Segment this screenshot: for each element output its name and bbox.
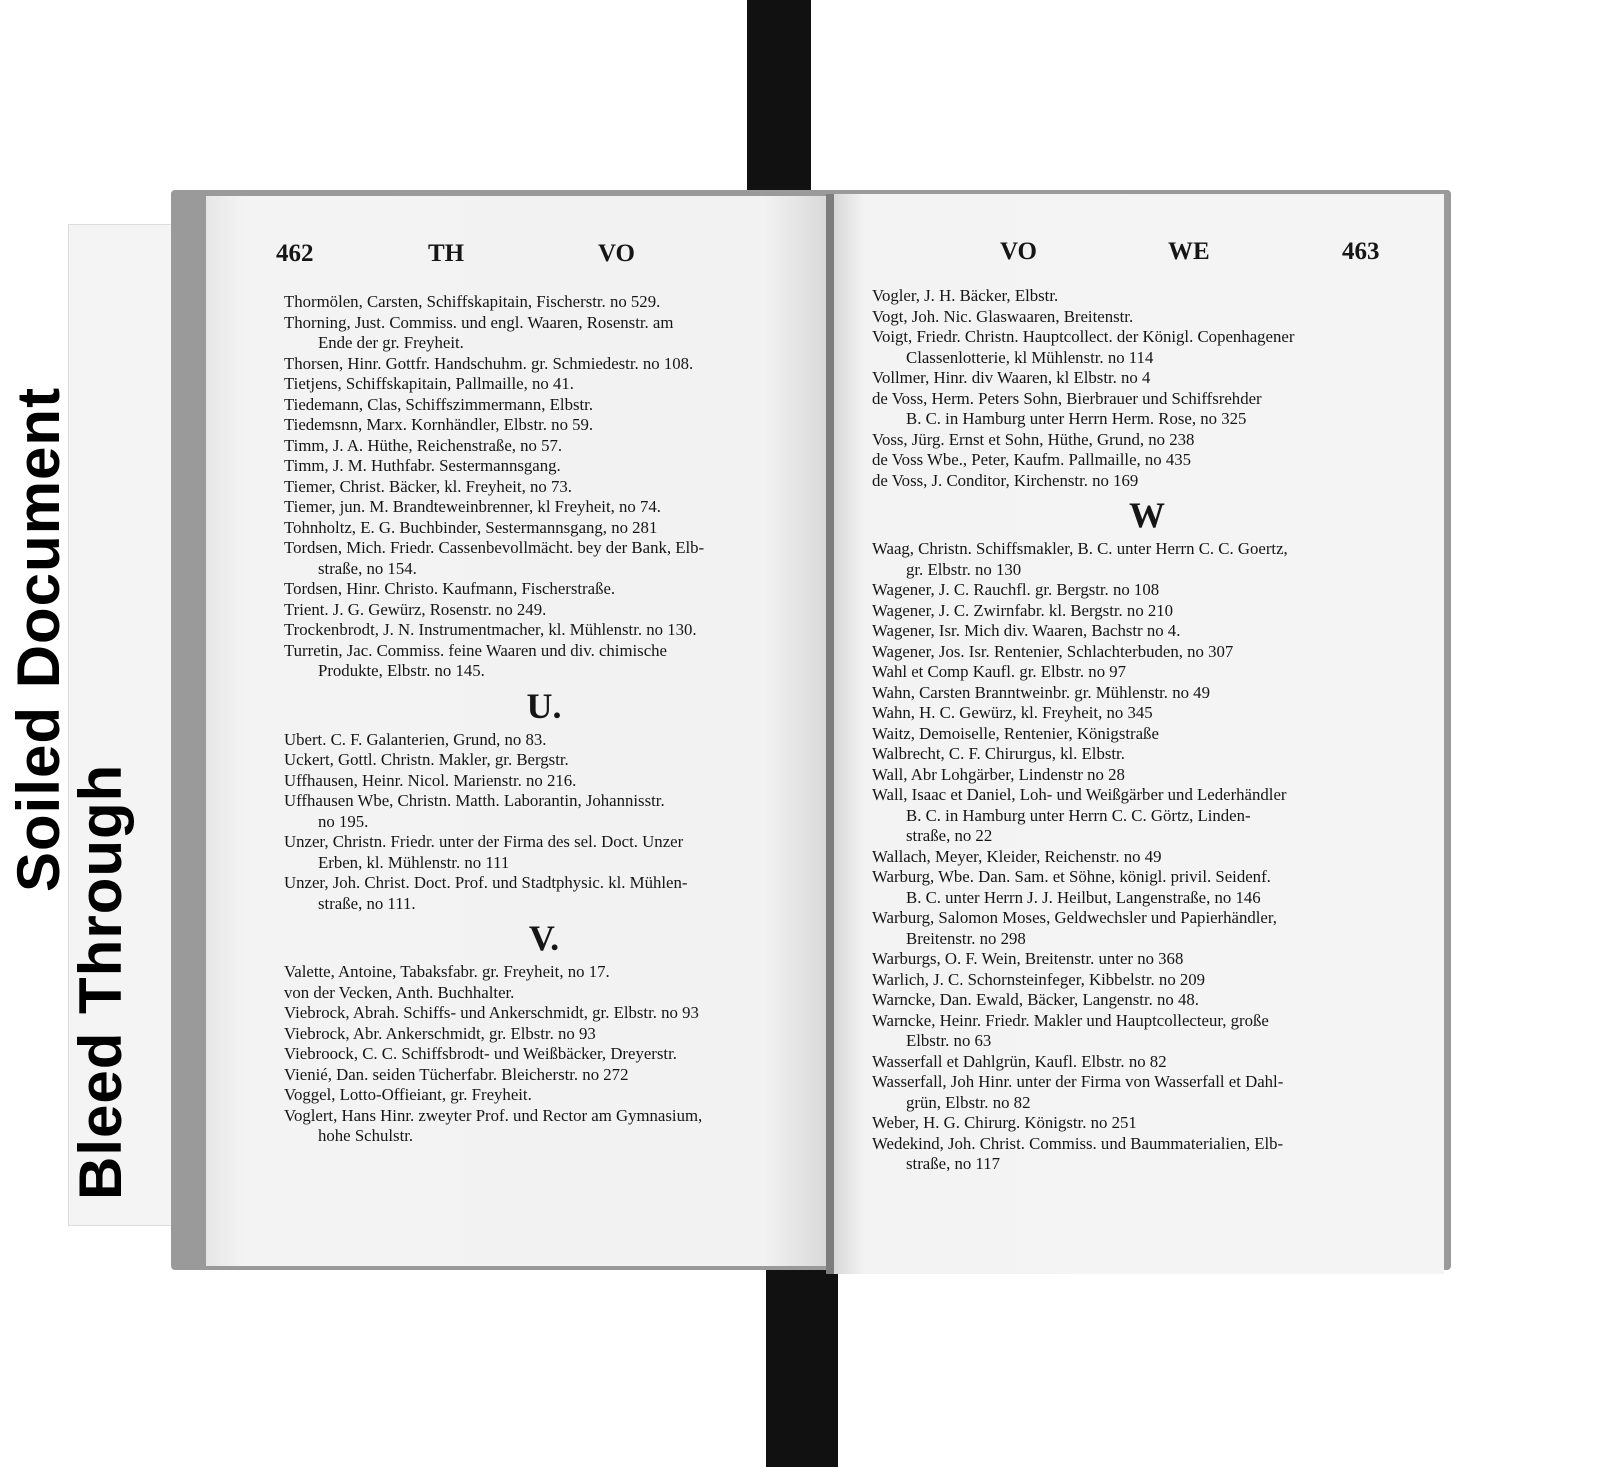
directory-entry [872,539,1422,580]
directory-entry [284,436,804,457]
entry-line: Tordsen, Mich. Friedr. Cassenbevollmächt. bey der Bank, Elb- [284,538,705,557]
left-header-left: TH [428,240,465,267]
entry-continuation-line: B. C. unter Herrn J. J. Heilbut, Langenstraße, no 146 [906,887,1261,907]
directory-entry [872,847,1422,868]
entry-continuation-line: gr. Elbstr. no 130 [906,559,1022,579]
directory-entry [872,601,1422,622]
directory-entry [284,1024,804,1045]
directory-entry [872,1113,1422,1134]
directory-entry [872,703,1422,724]
entry-line: Waag, Christn. Schiffsmakler, B. C. unter Herrn C. C. Goertz, [872,539,1288,558]
entry-line: Wagener, Jos. Isr. Rentenier, Schlachterbuden, no 307 [872,641,1234,661]
section-letter: U. [526,685,562,726]
directory-entry [872,471,1422,492]
directory-entry [284,983,804,1004]
overlay-label-line1: Soiled Document [5,386,72,892]
directory-entry [872,785,1422,847]
directory-entry [284,791,804,832]
entry-line: Waitz, Demoiselle, Rentenier, Königstraße [872,723,1159,743]
entry-line: Wagener, J. C. Zwirnfabr. kl. Bergstr. no 210 [872,600,1174,620]
entry-line: Valette, Antoine, Tabaksfabr. gr. Freyheit, no 17. [284,962,610,981]
entry-continuation-line: Produkte, Elbstr. no 145. [318,661,485,680]
right-page-entries [872,286,1422,1175]
entry-line: Wall, Abr Lohgärber, Lindenstr no 28 [872,764,1125,784]
directory-entry [872,368,1422,389]
directory-entry [284,1044,804,1065]
entry-line: Voigt, Friedr. Christn. Hauptcollect. der Königl. Copenhagener [872,327,1295,346]
directory-entry [284,497,804,518]
entry-line: Voss, Jürg. Ernst et Sohn, Hüthe, Grund, no 238 [872,429,1195,449]
entry-line: Wagener, J. C. Rauchfl. gr. Bergstr. no 108 [872,580,1160,599]
entry-line: Tordsen, Hinr. Christo. Kaufmann, Fischerstraße. [284,579,616,598]
entry-line: Ubert. C. F. Galanterien, Grund, no 83. [284,729,547,749]
directory-entry [284,771,804,792]
entry-line: Tiedemsnn, Marx. Kornhändler, Elbstr. no 59. [284,415,594,434]
directory-entry [284,1003,804,1024]
entry-line: Walbrecht, C. F. Chirurgus, kl. Elbstr. [872,744,1125,763]
directory-entry [872,1052,1422,1073]
entry-continuation-line: hohe Schulstr. [318,1126,414,1145]
directory-entry [284,415,804,436]
entry-line: Vogler, J. H. Bäcker, Elbstr. [872,286,1059,305]
left-page-number: 462 [276,240,314,267]
entry-line: Viebrock, Abrah. Schiffs- und Ankerschmidt, gr. Elbstr. no 93 [284,1003,699,1022]
directory-entry [872,307,1422,328]
binding-strap-bottom [766,1255,838,1467]
entry-line: Timm, J. M. Huthfabr. Sestermannsgang. [284,456,561,475]
entry-line: Vogt, Joh. Nic. Glaswaaren, Breitenstr. [872,306,1134,326]
overlay-label-text [5,212,134,1212]
entry-line: von der Vecken, Anth. Buchhalter. [284,982,515,1002]
entry-line: Thormölen, Carsten, Schiffskapitain, Fischerstr. no 529. [284,292,661,311]
entry-continuation-line: Erben, kl. Mühlenstr. no 111 [318,852,510,872]
right-page [834,194,1444,1274]
entry-line: Tietjens, Schiffskapitain, Pallmaille, no 41. [284,374,574,393]
entry-line: Tiemer, jun. M. Brandteweinbrenner, kl Freyheit, no 74. [284,497,661,516]
directory-entry [872,765,1422,786]
entry-continuation-line: B. C. in Hamburg unter Herrn Herm. Rose, no 325 [906,409,1247,428]
directory-entry [872,450,1422,471]
entry-line: Timm, J. A. Hüthe, Reichenstraße, no 57. [284,435,563,455]
entry-line: de Voss Wbe., Peter, Kaufm. Pallmaille, no 435 [872,450,1192,469]
directory-entry [872,949,1422,970]
entry-line: Wedekind, Joh. Christ. Commiss. und Baummaterialien, Elb- [872,1133,1284,1153]
directory-entry [284,456,804,477]
directory-entry [284,641,804,682]
directory-entry [872,1011,1422,1052]
section-letter: W [1129,495,1165,535]
left-page [206,196,826,1266]
directory-entry [872,286,1422,307]
entry-line: Uffhausen Wbe, Christn. Matth. Laborantin, Johannisstr. [284,791,665,810]
entry-continuation-line: Ende der gr. Freyheit. [318,333,464,352]
right-header-left: VO [1000,238,1037,265]
directory-entry [872,580,1422,601]
entry-continuation-line: Breitenstr. no 298 [906,928,1026,948]
directory-entry [872,642,1422,663]
directory-entry [872,990,1422,1011]
entry-line: Wahn, H. C. Gewürz, kl. Freyheit, no 345 [872,703,1153,722]
directory-entry [284,962,804,983]
entry-continuation-line: Classenlotterie, kl Mühlenstr. no 114 [906,347,1154,367]
entry-line: Tiemer, Christ. Bäcker, kl. Freyheit, no 73. [284,476,572,496]
directory-entry [284,538,804,579]
entry-line: Turretin, Jac. Commiss. feine Waaren und div. chimische [284,640,667,660]
directory-entry [284,395,804,416]
entry-line: Uffhausen, Heinr. Nicol. Marienstr. no 216. [284,770,577,790]
directory-entry [284,518,804,539]
right-header-right: WE [1168,238,1210,265]
entry-line: Unzer, Joh. Christ. Doct. Prof. und Stadtphysic. kl. Mühlen- [284,873,688,892]
directory-entry [872,867,1422,908]
directory-entry [284,579,804,600]
entry-line: Viebrock, Abr. Ankerschmidt, gr. Elbstr. no 93 [284,1023,596,1043]
entry-line: Tohnholtz, E. G. Buchbinder, Sestermannsgang, no 281 [284,517,658,537]
entry-continuation-line: straße, no 154. [318,558,417,578]
entry-line: Viebroock, C. C. Schiffsbrodt- und Weißbäcker, Dreyerstr. [284,1044,677,1063]
left-header-right: VO [598,240,635,267]
entry-line: Uckert, Gottl. Christn. Makler, gr. Bergstr. [284,750,569,769]
directory-entry [284,1106,804,1147]
directory-entry [284,354,804,375]
directory-entry [284,292,804,313]
section-letter: V. [528,918,560,958]
directory-entry [284,730,804,751]
entry-line: Trockenbrodt, J. N. Instrumentmacher, kl. Mühlenstr. no 130. [284,620,697,639]
entry-line: Warburg, Salomon Moses, Geldwechsler und Papierhändler, [872,908,1277,927]
entry-line: Tiedemann, Clas, Schiffszimmermann, Elbstr. [284,394,594,414]
entry-line: Wasserfall, Joh Hinr. unter der Firma von Wasserfall et Dahl- [872,1072,1284,1091]
entry-line: Wallach, Meyer, Kleider, Reichenstr. no 49 [872,846,1162,866]
entry-continuation-line: no 195. [318,811,369,831]
entry-continuation-line: Elbstr. no 63 [906,1031,992,1050]
entry-line: Wall, Isaac et Daniel, Loh- und Weißgärber und Lederhändler [872,785,1287,804]
entry-line: Thorsen, Hinr. Gottfr. Handschuhm. gr. Schmiedestr. no 108. [284,353,694,373]
overlay-label-line2: Bleed Through [67,763,134,1200]
entry-continuation-line: straße, no 117 [906,1154,1000,1173]
entry-continuation-line: grün, Elbstr. no 82 [906,1092,1031,1112]
entry-continuation-line: straße, no 22 [906,826,993,845]
directory-entry [872,389,1422,430]
entry-continuation-line: B. C. in Hamburg unter Herrn C. C. Görtz, Linden- [906,805,1251,825]
directory-entry [284,620,804,641]
directory-entry [284,1065,804,1086]
right-page-number: 463 [1342,238,1380,265]
directory-entry [284,313,804,354]
entry-line: Warburg, Wbe. Dan. Sam. et Söhne, königl. privil. Seidenf. [872,867,1271,886]
entry-line: Trient. J. G. Gewürz, Rosenstr. no 249. [284,599,547,619]
entry-continuation-line: straße, no 111. [318,893,416,913]
directory-entry [284,750,804,771]
directory-entry [872,430,1422,451]
entry-line: Vollmer, Hinr. div Waaren, kl Elbstr. no 4 [872,368,1151,387]
entry-line: Voggel, Lotto-Offieiant, gr. Freyheit. [284,1085,532,1104]
left-page-header [206,240,826,276]
directory-entry [284,600,804,621]
entry-line: Voglert, Hans Hinr. zweyter Prof. und Rector am Gymnasium, [284,1105,703,1125]
directory-entry [872,724,1422,745]
entry-line: Wagener, Isr. Mich div. Waaren, Bachstr no 4. [872,621,1181,640]
entry-line: Weber, H. G. Chirurg. Königstr. no 251 [872,1113,1137,1132]
book-gutter [826,194,834,1274]
directory-entry [872,662,1422,683]
directory-entry [284,477,804,498]
entry-line: Vienié, Dan. seiden Tücherfabr. Bleicherstr. no 272 [284,1064,629,1084]
directory-entry [872,744,1422,765]
entry-line: Unzer, Christn. Friedr. unter der Firma des sel. Doct. Unzer [284,832,684,851]
directory-entry [872,1072,1422,1113]
directory-entry [872,908,1422,949]
entry-line: Wahn, Carsten Branntweinbr. gr. Mühlenstr. no 49 [872,682,1210,702]
entry-line: de Voss, Herm. Peters Sohn, Bierbrauer und Schiffsrehder [872,388,1262,408]
entry-line: Wasserfall et Dahlgrün, Kaufl. Elbstr. no 82 [872,1051,1167,1071]
directory-entry [872,327,1422,368]
entry-line: Wahl et Comp Kaufl. gr. Elbstr. no 97 [872,662,1127,681]
directory-entry [284,873,804,914]
right-page-header [834,238,1444,274]
directory-entry [872,1134,1422,1175]
entry-line: Warncke, Dan. Ewald, Bäcker, Langenstr. no 48. [872,990,1199,1009]
binding-strap-top [747,0,811,205]
directory-entry [872,621,1422,642]
entry-line: Thorning, Just. Commiss. und engl. Waaren, Rosenstr. am [284,312,674,332]
entry-line: de Voss, J. Conditor, Kirchenstr. no 169 [872,470,1139,490]
directory-entry [284,832,804,873]
entry-line: Warburgs, O. F. Wein, Breitenstr. unter no 368 [872,949,1184,968]
directory-entry [872,683,1422,704]
directory-entry [872,970,1422,991]
directory-entry [284,1085,804,1106]
directory-entry [284,374,804,395]
left-page-entries [284,292,804,1147]
entry-line: Warncke, Heinr. Friedr. Makler und Hauptcollecteur, große [872,1010,1269,1030]
entry-line: Warlich, J. C. Schornsteinfeger, Kibbelstr. no 209 [872,969,1206,989]
